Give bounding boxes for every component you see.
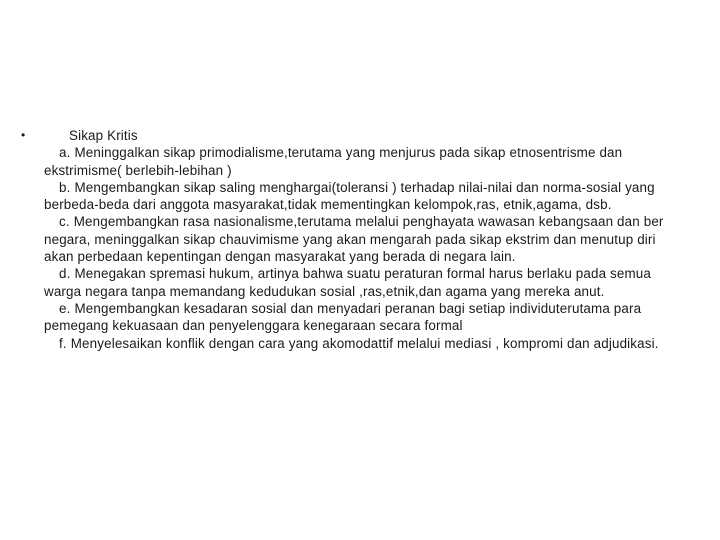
item-label: d. bbox=[59, 266, 71, 282]
item-text: Mengembangkan rasa nasionalisme,terutama melalui penghayata wawasan kebangsaan dan ber negara, meninggalkan sikap chauvimisme yang akan mengarah pada sikap ekstrim dan menutup diri akan perbedaan kepentingan dengan masyarakat yang berada di negara lain. bbox=[44, 214, 664, 265]
item-label: e. bbox=[59, 300, 71, 316]
item-text: Menyelesaikan konflik dengan cara yang akomodattif melalui mediasi , kompromi dan adjudikasi. bbox=[70, 335, 659, 351]
item-label: f. bbox=[59, 335, 67, 351]
heading-text: Sikap Kritis bbox=[69, 128, 138, 143]
item-label: a. bbox=[59, 145, 71, 161]
slide-body bbox=[21, 127, 684, 352]
list-item-b bbox=[44, 179, 684, 214]
item-text: Mengembangkan kesadaran sosial dan menyadari peranan bagi setiap individuterutama para pemegang kekuasaan dan penyelenggara kenegaraan secara formal bbox=[44, 300, 642, 334]
list-item-d bbox=[44, 265, 684, 300]
item-text: Mengembangkan sikap saling menghargai(toleransi ) terhadap nilai-nilai dan norma-sosial yang berbeda-beda dari anggota masyarakat,tidak mementingkan kelompok,ras, etnik,agama, dsb. bbox=[44, 179, 655, 213]
list-item-f bbox=[44, 335, 684, 352]
list-item-a bbox=[44, 144, 684, 179]
list-item-e bbox=[44, 300, 684, 335]
item-label: b. bbox=[59, 179, 71, 195]
item-text: Meninggalkan sikap primodialisme,terutama yang menjurus pada sikap etnosentrisme dan ekstrimisme( berlebih-lebihan ) bbox=[44, 145, 623, 178]
item-label: c. bbox=[59, 214, 70, 230]
list-item-c bbox=[44, 213, 684, 265]
bullet-icon: • bbox=[21, 128, 26, 142]
item-text: Menegakan spremasi hukum, artinya bahwa suatu peraturan formal harus berlaku pada semua warga negara tanpa memandang kedudukan sosial ,ras,etnik,dan agama yang mereka anut. bbox=[44, 266, 651, 299]
bullet-heading bbox=[21, 127, 684, 144]
